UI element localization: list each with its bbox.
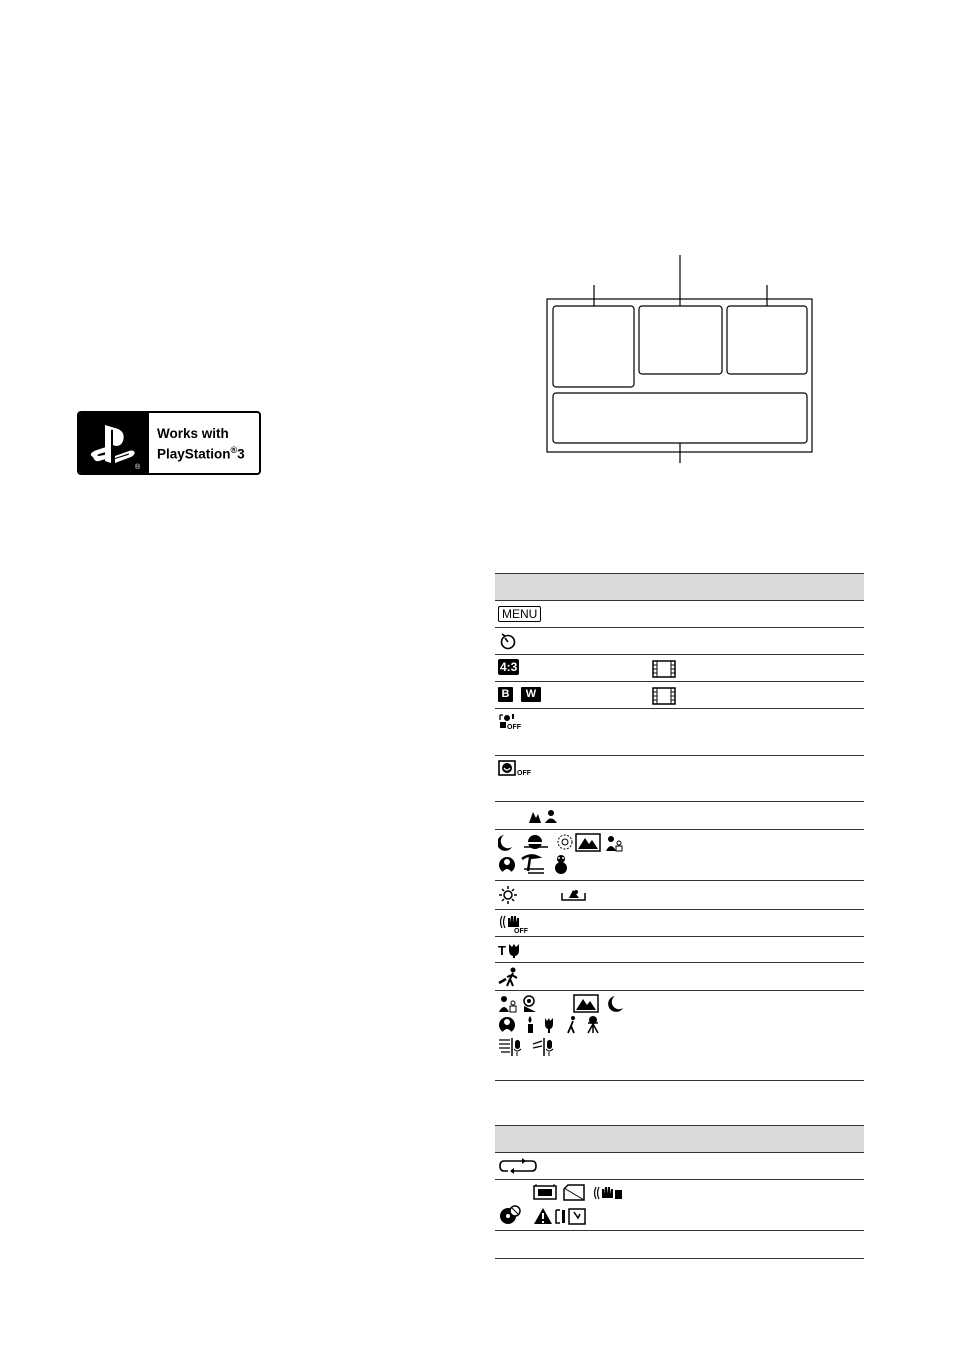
repeat-icon [498,1158,538,1174]
bottom-area [553,393,807,443]
backlight-icon [499,886,519,906]
left-area [553,306,634,387]
w-mode-icon: W [521,687,541,702]
table-header [495,1125,864,1153]
tripod-icon [588,1016,598,1033]
memory-card-warning-icon [564,1185,584,1200]
table-row [495,937,864,963]
smile-shutter-off-icon [498,760,536,778]
beach-icon [522,855,544,873]
self-timer-icon [499,632,517,650]
badge-line2: PlayStation®3 [157,445,245,462]
flower-macro-icon [545,1018,553,1033]
candle-icon [528,1016,533,1033]
center-area [639,306,722,374]
tele-macro-icon [561,888,587,904]
svg-text:T: T [498,943,506,958]
spotlight-icon [499,857,515,873]
face-detection-off-icon [498,713,522,731]
aspect-ratio-icon: 4:3 [500,660,518,674]
portrait-icon [499,996,516,1012]
warning-triangle-icon [534,1208,552,1224]
table-row [495,682,864,709]
table-row [495,1231,864,1259]
camera-shake-warning-icon [595,1187,623,1199]
wind-noise-icon [499,1038,521,1056]
svg-text:OFF: OFF [517,770,531,777]
film-icon [652,660,676,678]
baby-icon [524,996,536,1012]
playstation-logo [79,413,149,473]
spotlight-icon [499,1017,515,1033]
auto-scene-icons [498,994,638,1060]
media-warning-icon [556,1209,585,1224]
scene-selection-icons [498,833,638,877]
portrait-icon [606,836,622,851]
svg-text:OFF: OFF [514,928,528,933]
disc-warning-icon [500,1206,520,1224]
b-mode-icon: B [498,687,513,702]
landscape-icon [574,995,598,1012]
landscape-icon [576,834,600,851]
table-row [495,655,864,682]
logo-registered-mark: ® [135,464,141,471]
table-row [495,756,864,802]
sunset-icon [522,835,550,849]
table-row [495,881,864,910]
menu-icon: MENU [498,606,541,622]
table-row [495,1180,864,1231]
table-row [495,628,864,655]
indicator-table-2 [495,1125,864,1259]
works-with-playstation-badge [77,411,261,475]
table-row [495,910,864,937]
badge-line1: Works with [157,426,229,441]
svg-text:OFF: OFF [507,724,521,731]
table-row [495,963,864,991]
table-row [495,991,864,1081]
badge-text [149,413,259,473]
screen-outline [547,299,812,452]
steady-shot-off-icon [498,913,530,933]
macro-icon [498,942,524,958]
walking-person-icon [568,1016,575,1033]
right-area [727,306,807,374]
table-header [495,573,864,601]
battery-warning-icon [534,1184,556,1199]
voice-mic-icon [533,1038,553,1056]
warning-icons [498,1184,638,1228]
snow-icon [555,855,567,874]
fireworks-icon [558,835,572,849]
indicator-table-1 [495,573,864,1081]
night-scene-icon [608,996,623,1012]
table-row [495,802,864,830]
table-row [495,830,864,881]
table-row [495,709,864,756]
film-icon [652,687,676,705]
walking-person-icon [498,967,522,987]
table-row [495,1153,864,1180]
mountain-person-icon [529,808,565,824]
night-scene-icon [498,835,512,851]
table-row [495,601,864,628]
